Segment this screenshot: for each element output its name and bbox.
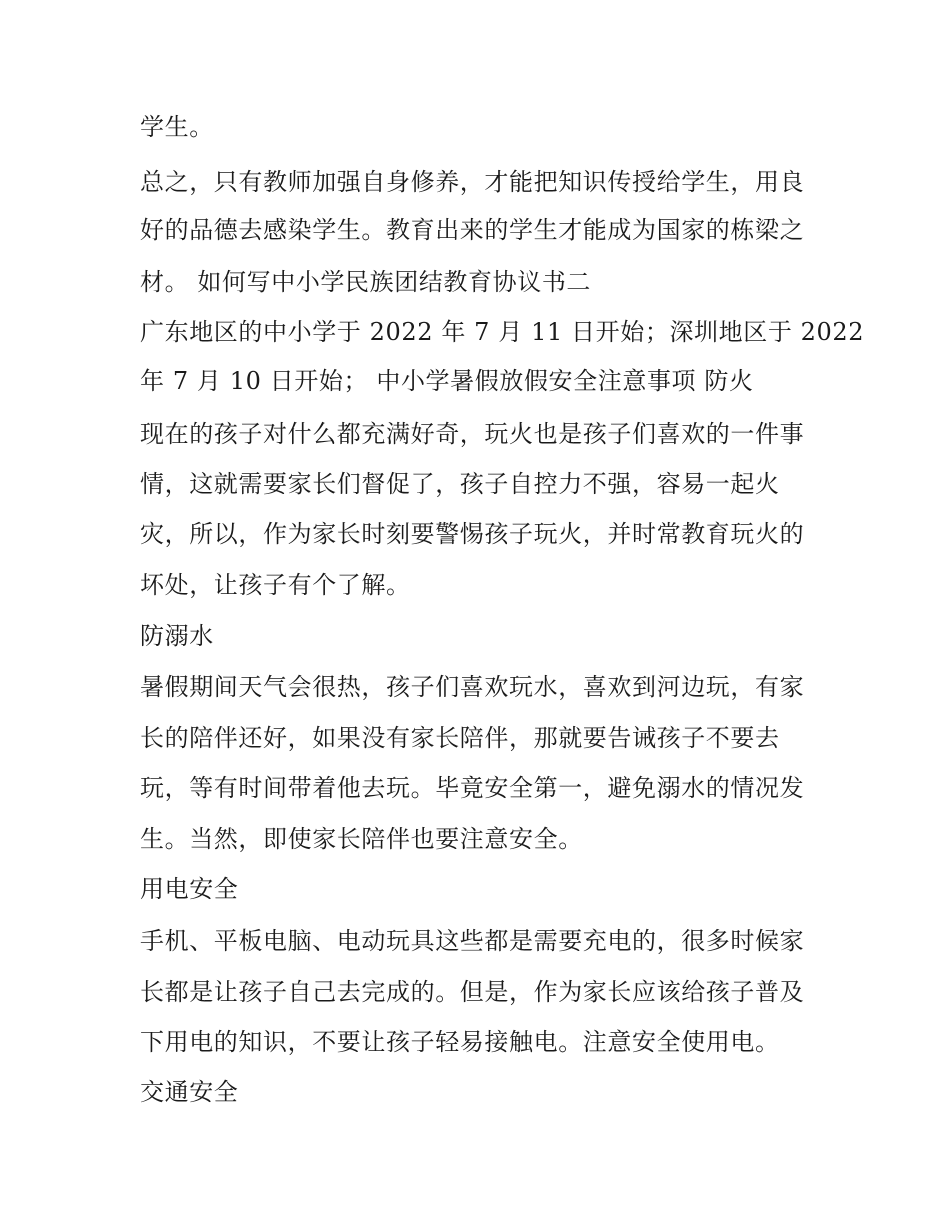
section-heading: 防溺水 — [140, 622, 214, 650]
text-line: 情，这就需要家长们督促了，孩子自控力不强，容易一起火 — [140, 470, 780, 498]
text-line: 手机、平板电脑、电动玩具这些都是需要充电的，很多时候家 — [140, 927, 805, 955]
text-line: 灾，所以，作为家长时刻要警惕孩子玩火，并时常教育玩火的 — [140, 520, 805, 548]
text-line: 下用电的知识，不要让孩子轻易接触电。注意安全使用电。 — [140, 1028, 780, 1056]
text-line: 年 7 月 10 日开始； 中小学暑假放假安全注意事项 防火 — [140, 367, 754, 395]
text-line: 坏处，让孩子有个了解。 — [140, 571, 411, 599]
text-line: 长都是让孩子自己去完成的。但是，作为家长应该给孩子普及 — [140, 978, 805, 1006]
text-line: 总之，只有教师加强自身修养，才能把知识传授给学生，用良 — [140, 168, 805, 196]
text-line: 广东地区的中小学于 2022 年 7 月 11 日开始；深圳地区于 2022 — [140, 318, 865, 346]
text-line: 好的品德去感染学生。教育出来的学生才能成为国家的栋梁之 — [140, 216, 805, 244]
text-line: 学生。 — [140, 113, 214, 141]
text-line: 现在的孩子对什么都充满好奇，玩火也是孩子们喜欢的一件事 — [140, 420, 805, 448]
section-heading: 用电安全 — [140, 875, 239, 903]
section-heading: 交通安全 — [140, 1078, 239, 1106]
text-line: 生。当然，即使家长陪伴也要注意安全。 — [140, 825, 583, 853]
text-line: 长的陪伴还好，如果没有家长陪伴，那就要告诫孩子不要去 — [140, 724, 780, 752]
text-line: 玩，等有时间带着他去玩。毕竟安全第一，避免溺水的情况发 — [140, 774, 805, 802]
text-line: 材。 如何写中小学民族团结教育协议书二 — [140, 268, 592, 296]
text-line: 暑假期间天气会很热，孩子们喜欢玩水，喜欢到河边玩，有家 — [140, 673, 805, 701]
